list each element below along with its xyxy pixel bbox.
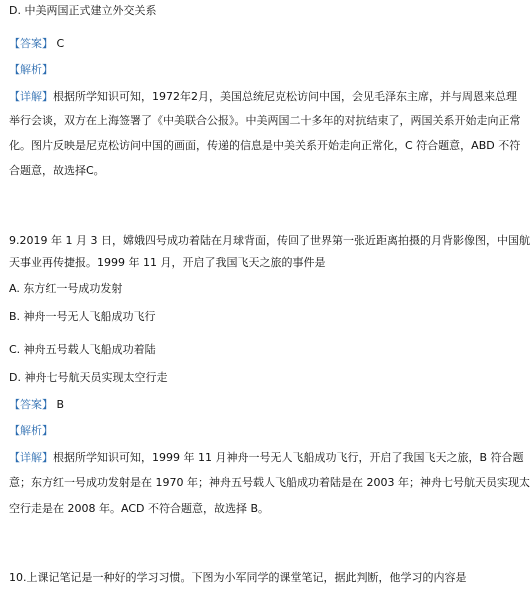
answer-line bbox=[9, 37, 477, 51]
answer-value: B bbox=[56, 398, 65, 411]
detail-text: 根据所学知识可知，1999 年 11 月神舟一号无人飞船成功飞行，开启了我国飞天之旅，B 符合题 bbox=[53, 451, 524, 464]
answer-label: 【答案】 bbox=[9, 398, 53, 411]
q9-option-c: C. 神舟五号载人飞船成功着陆 bbox=[9, 343, 156, 356]
q9-option-d: D. 神舟七号航天员实现太空行走 bbox=[9, 371, 168, 384]
q9-detail-line-3: 空行走是在 2008 年。ACD 不符合题意，故选择 B。 bbox=[9, 502, 270, 515]
q10-stem-1: 10.上课记笔记是一种好的学习习惯。下图为小军同学的课堂笔记，据此判断，他学习的内容是 bbox=[9, 571, 467, 584]
detail-text: 根据所学知识可知，1972年2月，美国总统尼克松访问中国，会见毛泽东主席，并与周恩来总理 bbox=[53, 90, 517, 103]
detail-line-2: 举行会谈，双方在上海签署了《中美联合公报》。中美两国二十多年的对抗结束了，两国关系开始走向正常 bbox=[9, 114, 521, 127]
detail-line-4: 合题意，故选择C。 bbox=[9, 164, 105, 177]
q9-option-b: B. 神舟一号无人飞船成功飞行 bbox=[9, 310, 156, 323]
q9-detail-line-1 bbox=[9, 451, 524, 465]
analysis-label: 【解析】 bbox=[9, 63, 53, 76]
detail-label: 【详解】 bbox=[9, 90, 53, 103]
option-d: D. 中美两国正式建立外交关系 bbox=[9, 4, 157, 17]
detail-line-1 bbox=[9, 90, 517, 104]
q9-detail-line-2: 意；东方红一号成功发射是在 1970 年；神舟五号载人飞船成功着陆是在 2003 年；神舟七号航天员实现太 bbox=[9, 476, 530, 489]
detail-label: 【详解】 bbox=[9, 451, 53, 464]
q9-answer-line bbox=[9, 398, 477, 412]
q9-option-a: A. 东方红一号成功发射 bbox=[9, 282, 123, 295]
detail-line-3: 化。图片反映是尼克松访问中国的画面，传递的信息是中美关系开始走向正常化，C 符合题意，ABD 不符 bbox=[9, 139, 521, 152]
q9-analysis-label: 【解析】 bbox=[9, 424, 53, 437]
answer-label: 【答案】 bbox=[9, 37, 53, 50]
q9-stem-1: 9.2019 年 1 月 3 日，嫦娥四号成功着陆在月球背面，传回了世界第一张近距离拍摄的月背影像图，中国航 bbox=[9, 234, 530, 247]
answer-value: C bbox=[56, 37, 65, 50]
q9-stem-2: 天事业再传捷报。1999 年 11 月，开启了我国飞天之旅的事件是 bbox=[9, 256, 326, 269]
